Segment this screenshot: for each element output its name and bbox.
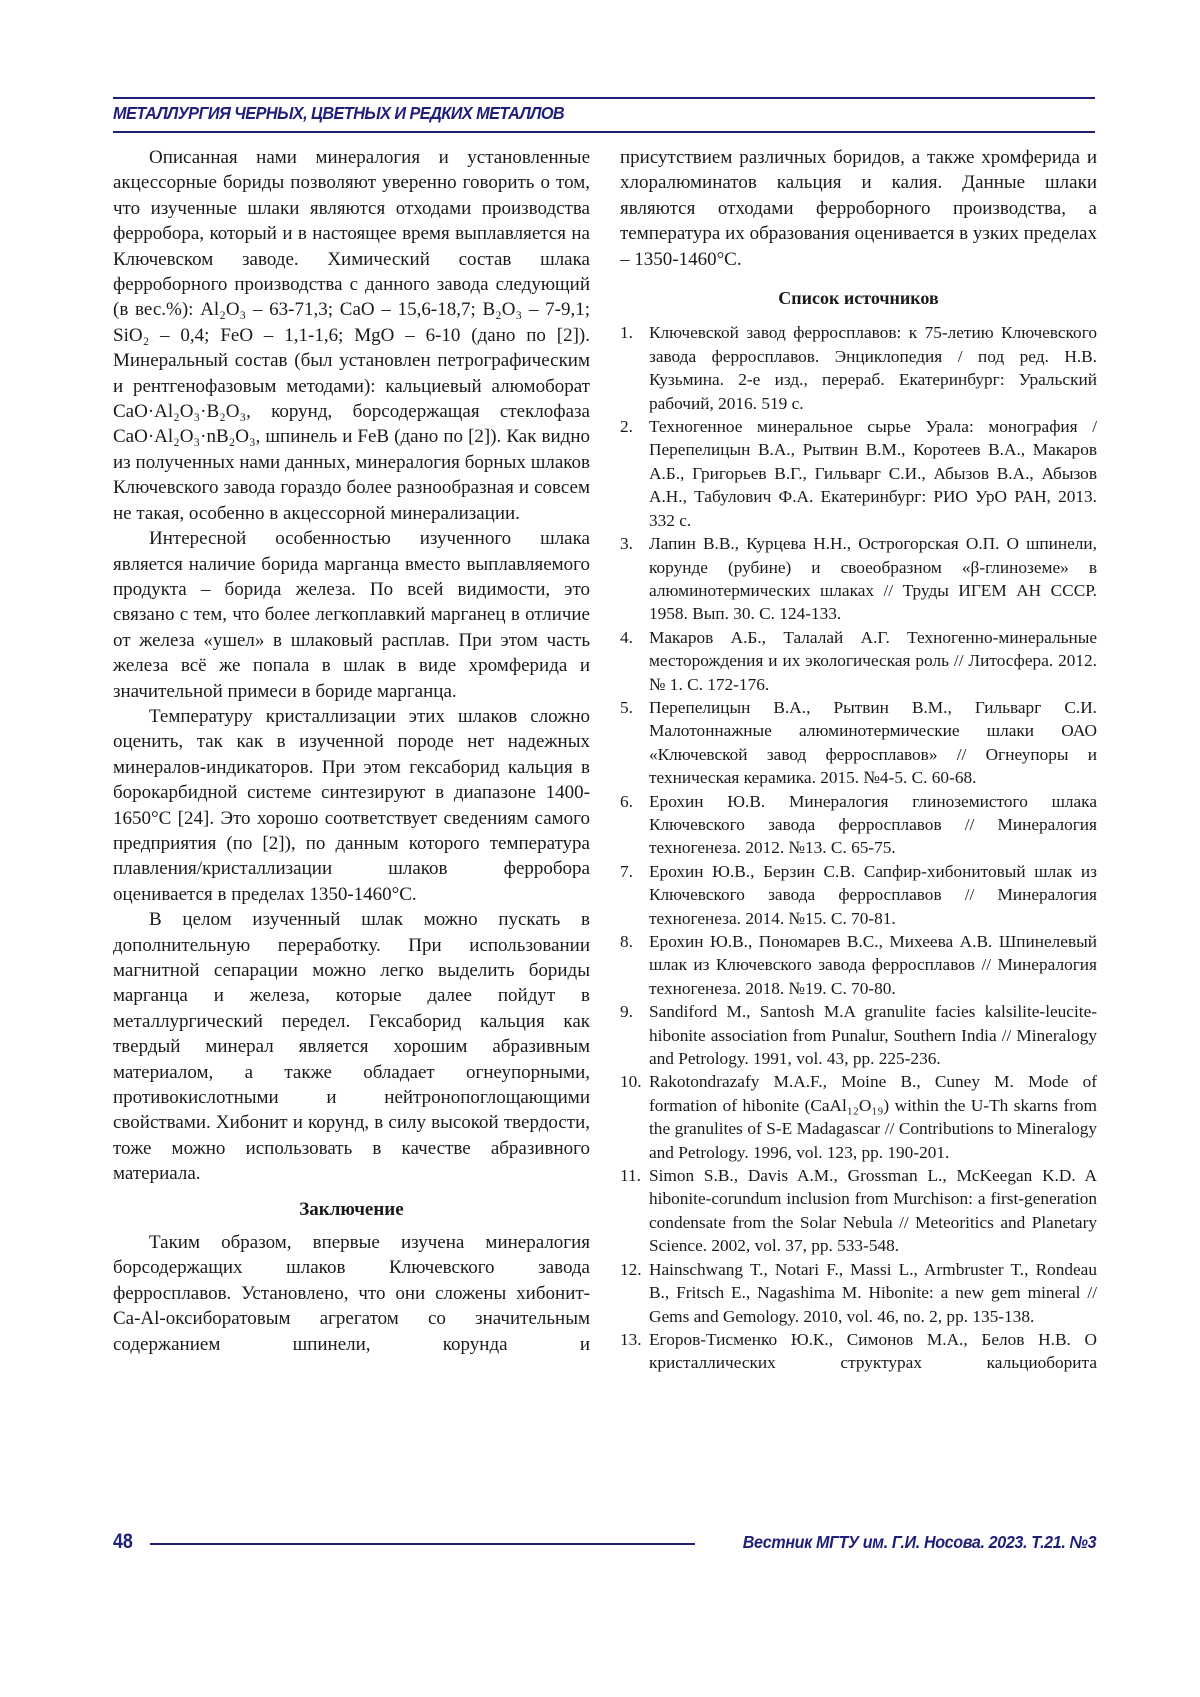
reference-number: 9. xyxy=(620,1000,649,1070)
paragraph: Температуру кристаллизации этих шлаков сложно оценить, так как в изученной породе нет надежных минералов-индикаторов. При этом гексаборид кальция в борокарбидной системе синтезируют в диапазоне 1400-1650°С [24]. Это хорошо соответствует сведениям самого предприятия (по [2]), по данным которого температура плавления/кристаллизации шлаков ферробора оценивается в пределах 1350-1460°С. xyxy=(113,704,590,907)
paragraph: Описанная нами минералогия и установленные акцессорные бориды позволяют уверенно говорить о том, что изученные шлаки являются отходами производства ферробора, который и в настоящее время выплавляется на Ключевском заводе. Химический состав шлака ферроборного производства с данного завода следующий (в вес.%): Al₂O₃ – 63-71,3; CaO – 15,6-18,7; B₂O₃ – 7-9,1; SiO₂ – 0,4; FeO – 1,1-1,6; MgO – 6-10 (дано по [2]). Минеральный состав (был установлен петрографическим и рентгенофазовым методами): кальциевый алюмоборат CaO·Al₂O₃·B₂O₃, корунд, борсодержащая стеклофаза CaO·Al₂O₃·nB₂O₃, шпинель и FeB (дано по [2]). Как видно из полученных нами данных, минералогия борных шлаков Ключевского завода гораздо более разнообразная и совсем не такая, особенно в акцессорной минерализации. xyxy=(113,145,590,526)
reference-text: Техногенное минеральное сырье Урала: монография / Перепелицын В.А., Рытвин В.М., Коротеев В.А., Макаров А.Б., Григорьев В.Г., Гильварг С.И., Абызов В.А., Абызов А.Н., Табулович Ф.А. Екатеринбург: РИО УрО РАН, 2013. 332 с. xyxy=(649,415,1097,532)
left-column xyxy=(113,145,590,1357)
references-heading: Список источников xyxy=(620,286,1097,311)
references-list xyxy=(620,321,1097,1374)
reference-text: Sandiford M., Santosh M.A granulite facies kalsilite-leucite-hibonite association from Punalur, Southern India // Mineralogy and Petrology. 1991, vol. 43, pp. 225-236. xyxy=(649,1000,1097,1070)
reference-item xyxy=(620,321,1097,415)
reference-item xyxy=(620,532,1097,626)
reference-number: 4. xyxy=(620,626,649,696)
reference-number: 11. xyxy=(620,1164,649,1258)
reference-text: Rakotondrazafy M.A.F., Moine B., Cuney M. Mode of formation of hibonite (CaAl₁₂O₁₉) within the U-Th skarns from the granulites of S-E Madagascar // Contributions to Mineralogy and Petrology. 1996, vol. 123, pp. 190-201. xyxy=(649,1070,1097,1164)
reference-text: Simon S.B., Davis A.M., Grossman L., McKeegan K.D. A hibonite-corundum inclusion from Murchison: a first-generation condensate from the Solar Nebula // Meteoritics and Planetary Science. 2002, vol. 37, pp. 533-548. xyxy=(649,1164,1097,1258)
reference-text: Hainschwang T., Notari F., Massi L., Armbruster T., Rondeau B., Fritsch E., Nagashima M. Hibonite: a new gem mineral // Gems and Gemology. 2010, vol. 46, no. 2, pp. 135-138. xyxy=(649,1258,1097,1328)
reference-item xyxy=(620,860,1097,930)
reference-number: 8. xyxy=(620,930,649,1000)
reference-item xyxy=(620,1164,1097,1258)
right-column xyxy=(620,145,1097,1375)
reference-text: Егоров-Тисменко Ю.К., Симонов М.А., Белов Н.В. О кристаллических структурах кальциоборита xyxy=(649,1328,1097,1375)
reference-number: 5. xyxy=(620,696,649,790)
reference-text: Ерохин Ю.В. Минералогия глиноземистого шлака Ключевского завода ферросплавов // Минералогия техногенеза. 2012. №13. С. 65-75. xyxy=(649,790,1097,860)
conclusion-continuation: присутствием различных боридов, а также хромферида и хлоралюминатов кальция и калия. Данные шлаки являются отходами ферроборного производства, а температура их образования оценивается в узких пределах – 1350-1460°С. xyxy=(620,145,1097,272)
header-top-rule xyxy=(113,97,1095,99)
reference-item xyxy=(620,1000,1097,1070)
reference-item xyxy=(620,1258,1097,1328)
footer-rule xyxy=(150,1543,695,1545)
reference-number: 6. xyxy=(620,790,649,860)
reference-number: 13. xyxy=(620,1328,649,1375)
running-header: МЕТАЛЛУРГИЯ ЧЕРНЫХ, ЦВЕТНЫХ И РЕДКИХ МЕТАЛЛОВ xyxy=(113,103,564,124)
reference-number: 3. xyxy=(620,532,649,626)
journal-citation: Вестник МГТУ им. Г.И. Носова. 2023. Т.21. №3 xyxy=(743,1532,1096,1553)
reference-number: 1. xyxy=(620,321,649,415)
reference-item xyxy=(620,1328,1097,1375)
reference-text: Ключевской завод ферросплавов: к 75-летию Ключевского завода ферросплавов. Энциклопедия / под ред. Н.В. Кузьмина. 2-е изд., перераб. Екатеринбург: Уральский рабочий, 2016. 519 с. xyxy=(649,321,1097,415)
reference-text: Ерохин Ю.В., Берзин С.В. Сапфир-хибонитовый шлак из Ключевского завода ферросплавов // Минералогия техногенеза. 2014. №15. С. 70-81. xyxy=(649,860,1097,930)
reference-item xyxy=(620,415,1097,532)
reference-text: Лапин В.В., Курцева Н.Н., Острогорская О.П. О шпинели, корунде (рубине) и своеобразном «β-глиноземе» в алюминотермических шлаках // Труды ИГЕМ АН СССР. 1958. Вып. 30. С. 124-133. xyxy=(649,532,1097,626)
header-bottom-rule xyxy=(113,131,1095,133)
reference-item xyxy=(620,930,1097,1000)
reference-number: 12. xyxy=(620,1258,649,1328)
reference-item xyxy=(620,790,1097,860)
page-number: 48 xyxy=(113,1530,133,1554)
conclusion-paragraph: Таким образом, впервые изучена минералогия борсодержащих шлаков Ключевского завода ферросплавов. Установлено, что они сложены хибонит-Ca-Al-оксиборатовым агрегатом со значительным содержанием шпинели, корунда и xyxy=(113,1230,590,1357)
reference-text: Ерохин Ю.В., Пономарев В.С., Михеева А.В. Шпинелевый шлак из Ключевского завода ферросплавов // Минералогия техногенеза. 2018. №19. С. 70-80. xyxy=(649,930,1097,1000)
paragraph: Интересной особенностью изученного шлака является наличие борида марганца вместо выплавляемого продукта – борида железа. По всей видимости, это связано с тем, что более легкоплавкий марганец в отличие от железа «ушел» в шлаковый расплав. При этом часть железа всё же попала в шлак в виде хромферида и значительной примеси в бориде марганца. xyxy=(113,526,590,704)
reference-item xyxy=(620,696,1097,790)
reference-number: 10. xyxy=(620,1070,649,1164)
reference-text: Перепелицын В.А., Рытвин В.М., Гильварг С.И. Малотоннажные алюминотермические шлаки ОАО «Ключевской завод ферросплавов» // Огнеупоры и техническая керамика. 2015. №4-5. С. 60-68. xyxy=(649,696,1097,790)
reference-number: 7. xyxy=(620,860,649,930)
reference-item xyxy=(620,1070,1097,1164)
reference-text: Макаров А.Б., Талалай А.Г. Техногенно-минеральные месторождения и их экологическая роль // Литосфера. 2012. № 1. С. 172-176. xyxy=(649,626,1097,696)
reference-number: 2. xyxy=(620,415,649,532)
conclusion-heading: Заключение xyxy=(113,1197,590,1222)
reference-item xyxy=(620,626,1097,696)
paragraph: В целом изученный шлак можно пускать в дополнительную переработку. При использовании магнитной сепарации можно легко выделить бориды марганца и железа, которые далее пойдут в металлургический передел. Гексаборид кальция как твердый минерал является хорошим абразивным материалом, а также обладает огнеупорными, противокислотными и нейтронопоглощающими свойствами. Хибонит и корунд, в силу высокой твердости, тоже можно использовать в качестве абразивного материала. xyxy=(113,907,590,1186)
